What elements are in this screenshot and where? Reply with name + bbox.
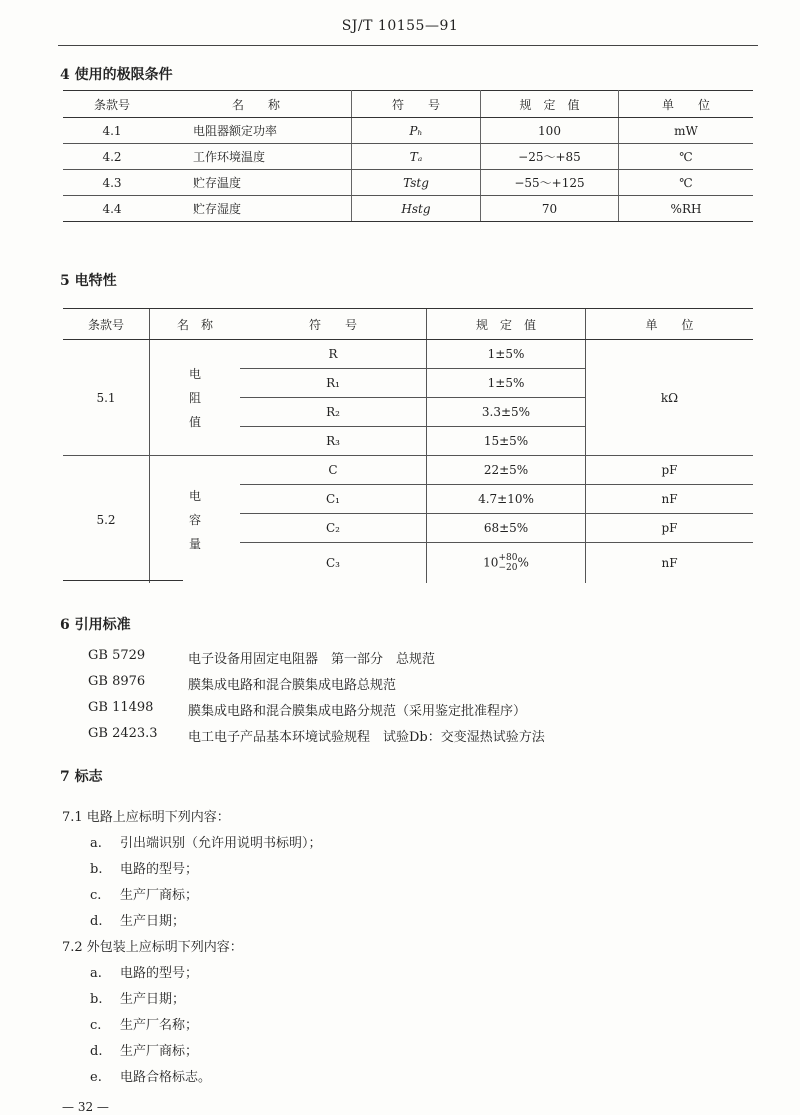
cell-unit: %RH bbox=[619, 196, 754, 222]
cell-name: 贮存湿度 bbox=[161, 196, 352, 222]
cell-clause: 4.2 bbox=[63, 144, 161, 170]
cell-unit: nF bbox=[586, 543, 754, 584]
subsection-7-2: 7.2 外包装上应标明下列内容： bbox=[62, 940, 243, 955]
section-7-title: 7 标志 bbox=[60, 769, 103, 785]
list-item: d. 生产厂商标； bbox=[90, 1044, 199, 1059]
list-item: b. 生产日期； bbox=[90, 992, 186, 1007]
electrical-characteristics-table bbox=[63, 308, 753, 583]
table-row bbox=[63, 170, 753, 196]
cell-unit: pF bbox=[586, 514, 754, 543]
cell-clause: 4.1 bbox=[63, 118, 161, 144]
section-5-title: 5 电特性 bbox=[60, 273, 117, 289]
table-row bbox=[63, 144, 753, 170]
table-bottom-rule bbox=[63, 580, 183, 581]
col-unit: 单 位 bbox=[619, 91, 754, 118]
table-row bbox=[63, 196, 753, 222]
list-item: a. 引出端识别（允许用说明书标明）； bbox=[90, 836, 322, 851]
cell-value: −25～+85 bbox=[481, 144, 619, 170]
col-symbol: 符 号 bbox=[352, 91, 481, 118]
cell-symbol: Tstg bbox=[352, 170, 481, 196]
cell-value: 70 bbox=[481, 196, 619, 222]
section-4-title: 4 使用的极限条件 bbox=[60, 67, 173, 83]
list-item: c. 生产厂名称； bbox=[90, 1018, 199, 1033]
list-item: GB 5729 电子设备用固定电阻器 第一部分 总规范 bbox=[88, 648, 436, 667]
list-item: a. 电路的型号； bbox=[90, 966, 199, 981]
cell-name: 电阻器额定功率 bbox=[161, 118, 352, 144]
cell-unit: nF bbox=[586, 485, 754, 514]
cell-unit: ℃ bbox=[619, 170, 754, 196]
cell-name: 电 容 量 bbox=[150, 456, 241, 584]
cell-value: 100 bbox=[481, 118, 619, 144]
section-6-title: 6 引用标准 bbox=[60, 617, 131, 633]
col-clause: 条款号 bbox=[63, 91, 161, 118]
table-row bbox=[63, 118, 753, 144]
cell-unit: kΩ bbox=[586, 340, 754, 456]
cell-symbol: R₃ bbox=[240, 427, 427, 456]
list-item: GB 2423.3 电工电子产品基本环境试验规程 试验Db：交变湿热试验方法 bbox=[88, 726, 545, 745]
list-item: GB 11498 膜集成电路和混合膜集成电路分规范（采用鉴定批准程序） bbox=[88, 700, 527, 719]
list-item: c. 生产厂商标； bbox=[90, 888, 199, 903]
cell-name: 贮存温度 bbox=[161, 170, 352, 196]
cell-value: 1±5% bbox=[427, 340, 586, 369]
cell-symbol: C₃ bbox=[326, 556, 340, 570]
cell-unit: pF bbox=[586, 456, 754, 485]
cell-symbol: C bbox=[240, 456, 427, 485]
cell-value: 22±5% bbox=[427, 456, 586, 485]
col-value: 规 定 值 bbox=[481, 91, 619, 118]
cell-symbol: R₂ bbox=[240, 398, 427, 427]
cell-value: −55～+125 bbox=[481, 170, 619, 196]
cell-symbol: C₁ bbox=[240, 485, 427, 514]
cell-symbol: R bbox=[240, 340, 427, 369]
cell-clause: 5.2 bbox=[96, 512, 116, 527]
cell-value: 10 +80 −20 % bbox=[427, 543, 586, 584]
cell-unit: mW bbox=[619, 118, 754, 144]
reference-list bbox=[88, 648, 545, 752]
list-item: b. 电路的型号； bbox=[90, 862, 199, 877]
tolerance-fraction: +80 −20 bbox=[498, 553, 518, 573]
col-symbol: 符 号 bbox=[240, 309, 427, 340]
cell-value: 68±5% bbox=[427, 514, 586, 543]
col-unit: 单 位 bbox=[586, 309, 754, 340]
cell-symbol: Pₕ bbox=[352, 118, 481, 144]
cell-symbol: Tₐ bbox=[352, 144, 481, 170]
col-value: 规 定 值 bbox=[427, 309, 586, 340]
cell-value: 15±5% bbox=[427, 427, 586, 456]
cell-value: 1±5% bbox=[427, 369, 586, 398]
list-item: e. 电路合格标志。 bbox=[90, 1070, 212, 1085]
limit-conditions-table bbox=[63, 90, 753, 222]
col-name: 名 称 bbox=[161, 91, 352, 118]
cell-unit: ℃ bbox=[619, 144, 754, 170]
cell-value: 3.3±5% bbox=[427, 398, 586, 427]
list-item: GB 8976 膜集成电路和混合膜集成电路总规范 bbox=[88, 674, 397, 693]
cell-symbol: Hstg bbox=[352, 196, 481, 222]
header-rule bbox=[58, 45, 758, 46]
cell-name: 电 阻 值 bbox=[150, 340, 241, 456]
cell-name: 工作环境温度 bbox=[161, 144, 352, 170]
list-item: d. 生产日期； bbox=[90, 914, 186, 929]
col-name: 名 称 bbox=[150, 309, 241, 340]
table-row bbox=[63, 456, 753, 485]
cell-clause: 4.4 bbox=[63, 196, 161, 222]
subsection-7-1: 7.1 电路上应标明下列内容： bbox=[62, 810, 230, 825]
col-clause: 条款号 bbox=[63, 309, 150, 340]
standard-code: SJ/T 10155—91 bbox=[341, 18, 459, 34]
cell-symbol: R₁ bbox=[240, 369, 427, 398]
page-number: — 32 — bbox=[62, 1100, 109, 1114]
cell-clause: 5.1 bbox=[63, 340, 150, 456]
table-row bbox=[63, 340, 753, 369]
cell-clause: 4.3 bbox=[63, 170, 161, 196]
cell-value: 4.7±10% bbox=[427, 485, 586, 514]
cell-symbol: C₂ bbox=[240, 514, 427, 543]
